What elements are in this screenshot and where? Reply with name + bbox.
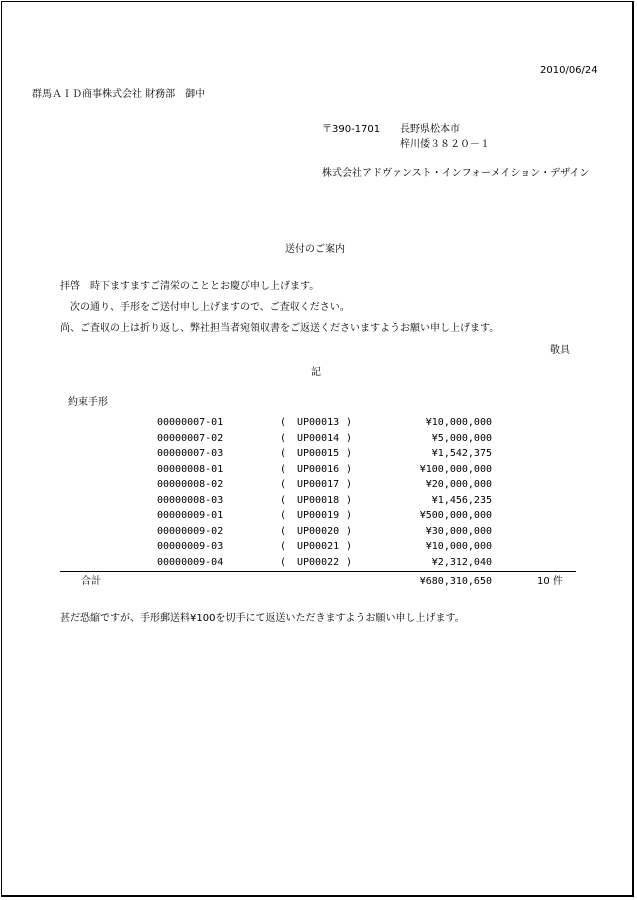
body-line-1: 拝啓 時下ますますご清栄のこととお慶び申し上げます。	[60, 281, 320, 292]
note-number: 00000007-03	[157, 448, 224, 459]
closing-keigu: 敬具	[550, 345, 570, 356]
note-code: UP00020	[297, 525, 340, 537]
note-amount: ¥2,312,040	[431, 556, 492, 568]
note-number: 00000008-01	[157, 463, 224, 475]
code-open-paren: (	[280, 541, 287, 552]
code-open-paren: (	[280, 463, 287, 475]
code-close-paren: )	[346, 494, 353, 506]
note-amount: ¥20,000,000	[425, 479, 492, 490]
body-line-2: 次の通り、手形をご送付申し上げますので、ご査収ください。	[60, 302, 350, 313]
code-close-paren: )	[346, 463, 353, 475]
code-close-paren: )	[346, 448, 353, 459]
note-amount: ¥1,456,235	[431, 494, 492, 506]
note-code: UP00021	[297, 541, 340, 552]
code-open-paren: (	[280, 494, 287, 506]
document-title: 送付のご案内	[285, 244, 345, 255]
note-number: 00000009-04	[157, 556, 224, 568]
recipient: 群馬ＡＩＤ商事株式会社 財務部 御中	[32, 89, 206, 100]
note-amount: ¥10,000,000	[425, 541, 492, 552]
code-close-paren: )	[346, 479, 353, 490]
sender-postal: 〒390-1701	[322, 124, 381, 135]
document-page	[1, 1, 634, 897]
note-code: UP00019	[297, 510, 340, 521]
note-number: 00000008-03	[157, 494, 224, 506]
note-amount: ¥5,000,000	[431, 432, 492, 444]
code-close-paren: )	[346, 510, 353, 521]
note-code: UP00018	[297, 494, 340, 506]
code-close-paren: )	[346, 541, 353, 552]
body-line-3: 尚、ご査収の上は折り返し、弊社担当者宛領収書をご返送くださいますようお願い申し上げます。	[60, 323, 500, 334]
code-open-paren: (	[280, 432, 287, 444]
total-label: 合計	[81, 576, 101, 587]
note-amount: ¥100,000,000	[419, 463, 492, 475]
note-code: UP00022	[297, 556, 340, 568]
note-amount: ¥10,000,000	[425, 417, 492, 428]
note-number: 00000008-02	[157, 479, 224, 490]
note-number: 00000009-01	[157, 510, 224, 521]
note-code: UP00016	[297, 463, 340, 475]
code-open-paren: (	[280, 417, 287, 428]
date: 2010/06/24	[540, 65, 598, 76]
code-open-paren: (	[280, 448, 287, 459]
code-close-paren: )	[346, 432, 353, 444]
note-amount: ¥30,000,000	[425, 525, 492, 537]
note-code: UP00017	[297, 479, 340, 490]
note-number: 00000007-01	[157, 417, 224, 428]
note-amount: ¥500,000,000	[419, 510, 492, 521]
note-number: 00000007-02	[157, 432, 224, 444]
note-code: UP00014	[297, 432, 340, 444]
sender-company: 株式会社アドヴァンスト・インフォーメイション・デザイン	[322, 168, 590, 179]
note-number: 00000009-03	[157, 541, 224, 552]
code-open-paren: (	[280, 479, 287, 490]
code-open-paren: (	[280, 525, 287, 537]
total-count: 10 件	[537, 576, 563, 587]
note-code: UP00015	[297, 448, 340, 459]
code-close-paren: )	[346, 556, 353, 568]
code-open-paren: (	[280, 510, 287, 521]
sender-address-line2: 梓川倭３８２０－１	[400, 139, 490, 150]
note-amount: ¥1,542,375	[431, 448, 492, 459]
code-open-paren: (	[280, 556, 287, 568]
section-label: 約束手形	[68, 397, 108, 408]
sender-address-line1: 長野県松本市	[400, 124, 460, 135]
footer-note: 甚だ恐縮ですが、手形郵送料¥100を切手にて返送いただきますようお願い申し上げます。	[60, 613, 465, 624]
total-amount: ¥680,310,650	[419, 576, 492, 587]
total-divider	[60, 571, 576, 572]
note-number: 00000009-02	[157, 525, 224, 537]
code-close-paren: )	[346, 525, 353, 537]
code-close-paren: )	[346, 417, 353, 428]
note-code: UP00013	[297, 417, 340, 428]
ki-marker: 記	[311, 367, 321, 378]
